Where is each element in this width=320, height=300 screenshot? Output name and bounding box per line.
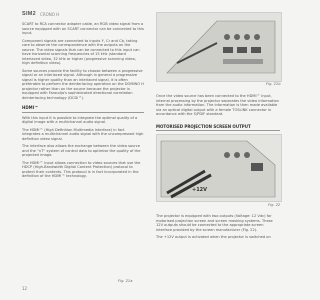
screen-output-text-block bbox=[156, 214, 280, 243]
projector-rear-panel-illustration bbox=[157, 13, 281, 81]
figure-21b-image bbox=[156, 12, 282, 82]
model-name: CRONO H bbox=[40, 11, 60, 17]
figure-21b-caption: Fig. 21b bbox=[266, 82, 281, 86]
hdmi-paragraph-2: The HDMI™ (High Definition Multimedia Interface) in fact integrates a multichannel audio signal with the uncompressed high definition video signal. bbox=[22, 127, 144, 141]
hdmi-paragraph-4: The HDMI™ input allows connection to video sources that use the HDCP (High-Bandwidth Digital Content Protection) protocol to protect their contents. This protocol is in fact incorporated in the definition of the HDMI™ technology. bbox=[22, 160, 141, 178]
figure-21a-caption: Fig. 21a bbox=[118, 279, 133, 283]
left-column bbox=[22, 22, 144, 182]
toslink-paragraph-block bbox=[156, 94, 280, 120]
screen-output-paragraph-2: The +12V output is activated when the projector is switched on bbox=[156, 235, 271, 239]
toslink-paragraph: Once the video source has been connected to the HDMI™ input, internal processing by the projector separates the video information from the audio information. The information is then made available via an optical digital output with a female TOSLINK connector in accordance with the S/PDIF standard. bbox=[156, 94, 279, 116]
screen-output-paragraph-1: The projector is equipped with two outputs (Voltage: 12 Vdc) for motorised projection screen and screen masking systems. These 12V outputs should be connected to the appropriate screen interface provided by the screen manufacturer (Fig. 22). bbox=[156, 214, 273, 232]
brand-logo: SIM2 bbox=[22, 11, 37, 17]
hdmi-paragraph-1: With this input it is possible to integrate the optimal quality of a digital image with a multichannel audio signal. bbox=[22, 115, 138, 124]
figure-21a-area bbox=[22, 222, 144, 278]
screen-output-illustration bbox=[157, 135, 281, 201]
page-header bbox=[22, 10, 59, 18]
component-paragraph: Component signals are connected to inputs Y, Cr and Cb, taking care to observe the correspondence with the outputs on the source. The video signals that can be connected to this input can have horizontal scanning frequencies of 15 kHz (standard interlaced video, 32 kHz or higher (progressive scanning video, high definition video). bbox=[22, 38, 140, 65]
page-number: 12 bbox=[22, 286, 28, 291]
hdmi-heading: HDMI™ bbox=[22, 106, 144, 113]
figure-22-image bbox=[156, 134, 282, 202]
progressive-paragraph: Some sources provide the facility to choose between a progressive signal or an interlaced signal. Although in general a progressive signal is higher quality than an interlaced signal, it is often preferable to perform the deinterlacing operation on the DOMINO H projector rather than on the source because the projector is equipped with Faroudja's sophisticated directional correlation deinterlacing technology (DCDi™). bbox=[22, 68, 144, 100]
hdmi-paragraph-3: The interface also allows the exchange between the video source and the ''nT'' system of control data to optimise the quality of the projected image. bbox=[22, 144, 141, 157]
plus-12v-label: +12V bbox=[192, 187, 208, 193]
figure-22-caption: Fig. 22 bbox=[268, 203, 281, 207]
scart-paragraph: SCART to RCA connector adapter cable, an RGB video signal from a source equipped with an SCART connector can be connected to this input. bbox=[22, 22, 144, 35]
motorised-screen-heading: MOTORISED PROJECTION SCREEN OUTPUT bbox=[156, 124, 280, 131]
